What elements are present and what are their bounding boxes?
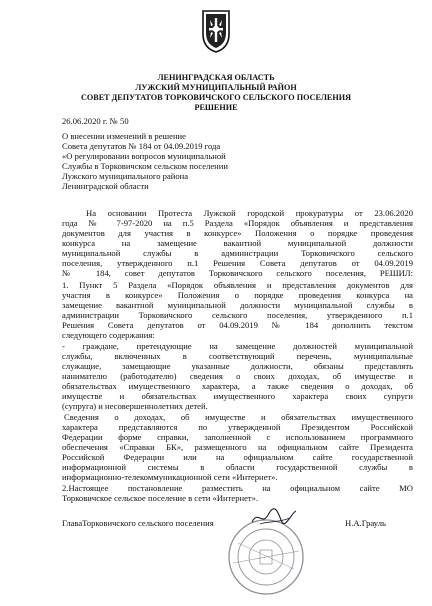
subject-line: Ленинградской области [62, 181, 149, 191]
body-line: характера представляются по утвержденной Президентом Российской [62, 422, 413, 432]
subject-line: О внесении изменений в решение [62, 131, 186, 141]
body-line: обеспечения «Справки БК», размещенного на официальном сайте Президента [62, 442, 413, 452]
body-line: 1. Пункт 5 Раздела «Порядок объявления и представления документов для [62, 280, 413, 290]
body-line: Торковичское сельское поселение в сети «Интернет». [62, 493, 259, 503]
body-line: На основании Протеста Лужской городской прокуратуры от 23.06.2020 [86, 208, 413, 218]
body-line: № 184, совет депутатов Торковичского сельского поселения, РЕШИЛ: [62, 268, 413, 278]
body-line: информационно-телекоммуникационной сети «Интернет». [62, 472, 278, 482]
subject-line: Совета депутатов № 184 от 04.09.2019 года [62, 141, 221, 151]
header-council: СОВЕТ ДЕПУТАТОВ ТОРКОВИЧСКОГО СЕЛЬСКОГО ПОСЕЛЕНИЯ [80, 93, 352, 102]
header-district: ЛУЖСКИЙ МУНИЦИПАЛЬНЫЙ РАЙОН [135, 83, 297, 92]
body-line: участия в конкурсе» Положения о порядке проведения конкурса на [62, 290, 413, 300]
date-number: 26.06.2020 г. № 50 [62, 116, 129, 126]
body-line: обязательствах имущественного характера, а также сведения о доходах, об [62, 381, 413, 391]
body-line: служащие, замещающие указанные должности, обязаны представлять [62, 361, 413, 371]
header-region: ЛЕНИНГРАДСКАЯ ОБЛАСТЬ [157, 73, 275, 82]
body-line: замещение вакантной муниципальной должности муниципальной службы в [62, 300, 413, 310]
body-line: администрации Торковичского сельского поселения, утвержденного п.1 [62, 310, 413, 320]
coat-of-arms-emblem [200, 8, 232, 54]
body-line: поселения, утвержденного п.1 Решения Совета депутатов от 04.09.2019 [62, 258, 413, 268]
body-line: нанимателю (работодателю) сведения о своих доходах, об имуществе и [62, 371, 413, 381]
body-line: муниципальной службы в администрации Торковичского сельского [62, 248, 413, 258]
body-line: информационной системы в области государственной службы в [62, 462, 413, 472]
body-line: Решения Совета депутатов от 04.09.2019 № 184 дополнить текстом [62, 320, 413, 330]
subject-line: Службы в Торковичском сельском поселении [62, 161, 228, 171]
body-line: конкурса на замещение вакантной муниципальной должности [62, 238, 413, 248]
handwritten-signature [250, 506, 298, 528]
body-line: службы, включенных в соответствующий перечень, муниципальные [62, 351, 413, 361]
subject-line: «О регулировании вопросов муниципальной [62, 151, 226, 161]
signature-label: ГлаваТорковичского сельского поселения [62, 518, 214, 528]
body-line: года № 7-97-2020 на п.5 Раздела «Порядок объявления и представления [62, 218, 413, 228]
body-line: Сведения о доходах, об имуществе и обязательствах имущественного [64, 412, 413, 422]
body-line: следующего содержания: [62, 330, 155, 340]
body-line: - граждане, претендующие на замещение должностей муниципальной [62, 341, 413, 351]
body-line: Федерации форме справки, заполненной с использованием программного [62, 432, 413, 442]
official-stamp [226, 517, 306, 597]
signatory-name: Н.А.Грауль [345, 518, 386, 528]
body-line: 2.Настоящее постановление разместить на официальном сайте МО [62, 483, 413, 493]
body-line: документов для участия в конкурсе» Положения о порядке проведения [62, 228, 413, 238]
header-doc-type: РЕШЕНИЕ [194, 103, 238, 112]
body-line: Российской Федерации или на официальном сайте государственной [62, 452, 413, 462]
body-line: имуществе и обязательствах имущественного характера своих супруги [62, 391, 413, 401]
body-line: (супруга) и несовершеннолетних детей. [62, 401, 208, 411]
subject-line: Лужского муниципального района [62, 171, 189, 181]
